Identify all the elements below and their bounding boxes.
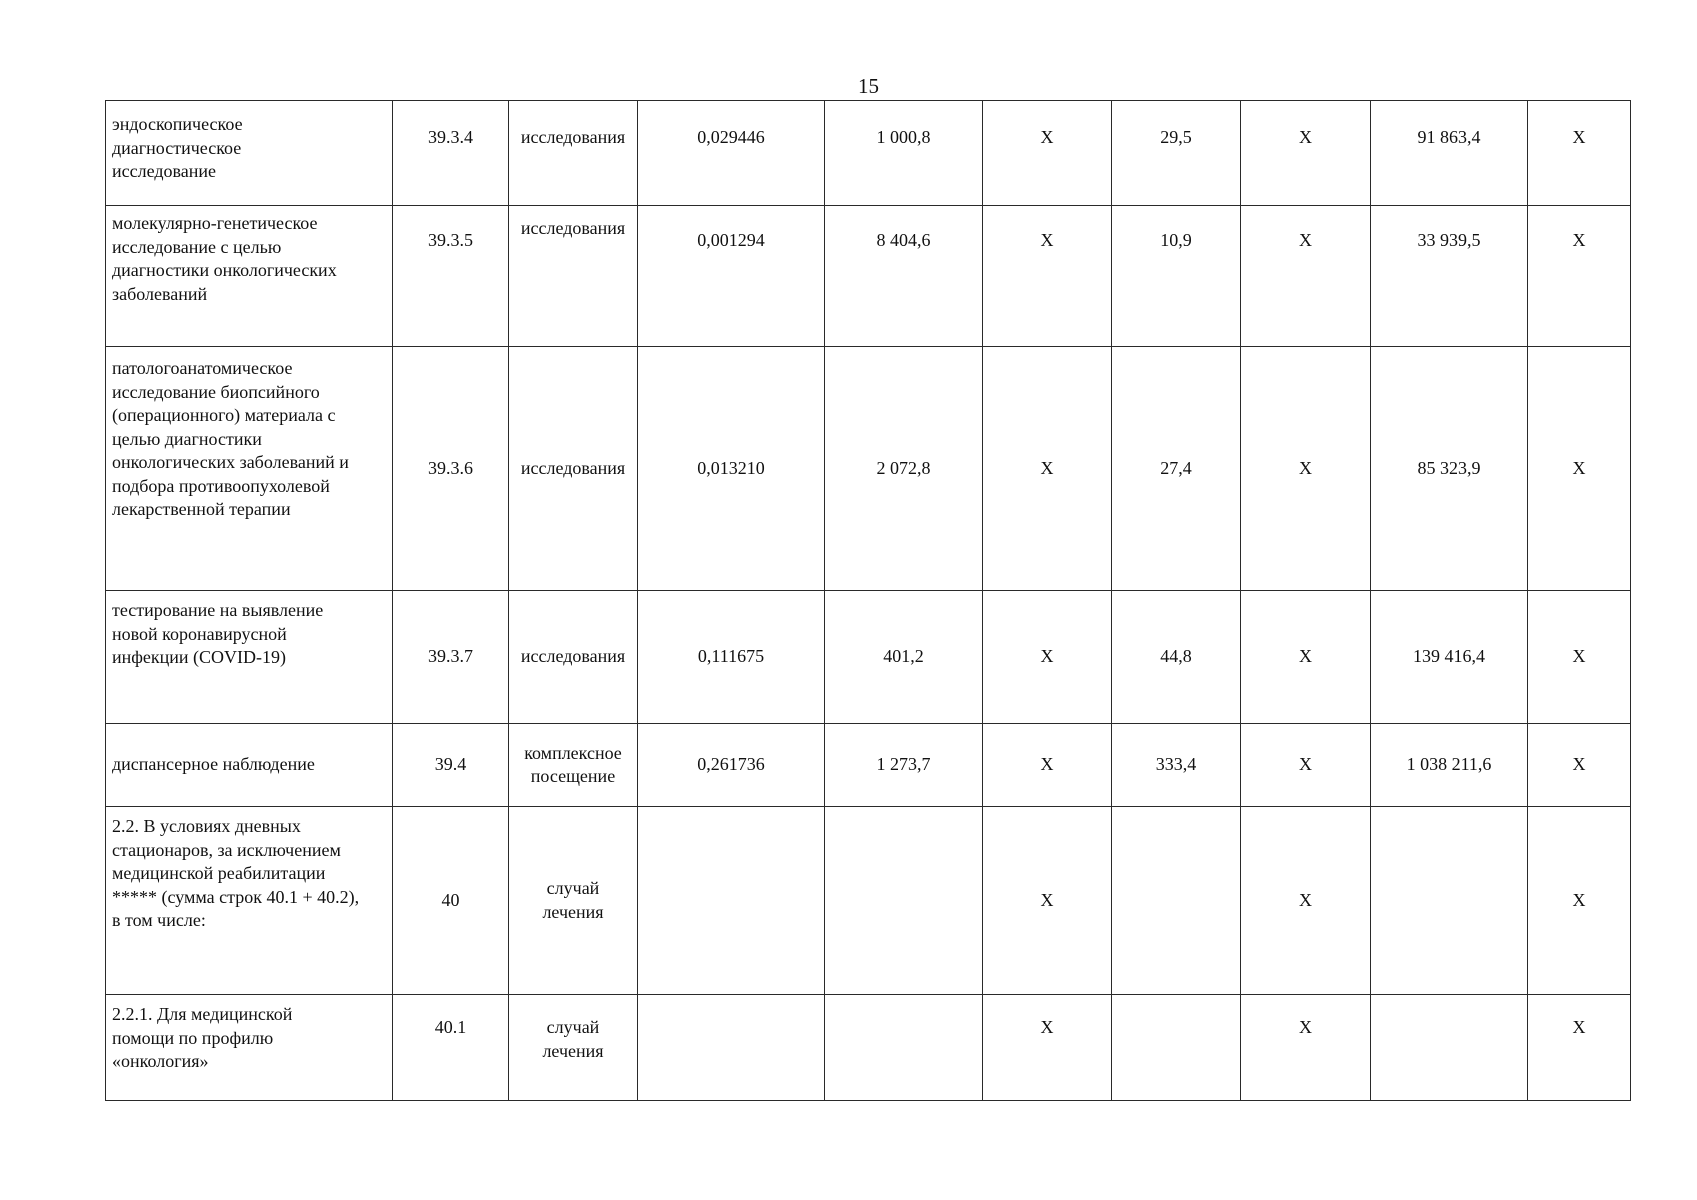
row-total xyxy=(1371,995,1528,1101)
row-unit: исследования xyxy=(509,206,638,347)
table-row xyxy=(106,724,1631,807)
row-name: тестирование на выявление новой коронавирусной инфекции (COVID-19) xyxy=(106,591,393,724)
table-row xyxy=(106,101,1631,206)
row-norm-cost: 1 273,7 xyxy=(825,724,983,807)
row-x-mark: Х xyxy=(1528,206,1631,347)
row-name: диспансерное наблюдение xyxy=(106,724,393,807)
row-unit: случай лечения xyxy=(509,807,638,995)
row-norm-cost: 8 404,6 xyxy=(825,206,983,347)
row-total xyxy=(1371,807,1528,995)
table-row xyxy=(106,347,1631,591)
row-x-mark: Х xyxy=(983,995,1112,1101)
row-unit: исследования xyxy=(509,591,638,724)
row-norm-cost: 1 000,8 xyxy=(825,101,983,206)
row-x-mark: Х xyxy=(1241,347,1371,591)
row-code: 40.1 xyxy=(393,995,509,1101)
row-x-mark: Х xyxy=(983,206,1112,347)
row-norm-cost: 2 072,8 xyxy=(825,347,983,591)
row-per-capita xyxy=(1112,995,1241,1101)
row-per-capita: 44,8 xyxy=(1112,591,1241,724)
row-x-mark: Х xyxy=(1241,206,1371,347)
row-total: 1 038 211,6 xyxy=(1371,724,1528,807)
row-x-mark: Х xyxy=(1528,724,1631,807)
row-name: 2.2. В условиях дневных стационаров, за исключением медицинской реабилитации ***** (сумма строк 40.1 + 40.2), в том числе: xyxy=(106,807,393,995)
row-per-capita xyxy=(1112,807,1241,995)
row-per-capita: 333,4 xyxy=(1112,724,1241,807)
row-x-mark: Х xyxy=(1528,101,1631,206)
table-row xyxy=(106,807,1631,995)
row-name: эндоскопическое диагностическое исследование xyxy=(106,101,393,206)
row-unit: исследования xyxy=(509,101,638,206)
table-row xyxy=(106,995,1631,1101)
row-code: 39.4 xyxy=(393,724,509,807)
row-total: 85 323,9 xyxy=(1371,347,1528,591)
row-x-mark: Х xyxy=(1528,591,1631,724)
row-x-mark: Х xyxy=(983,347,1112,591)
row-x-mark: Х xyxy=(983,101,1112,206)
row-per-capita: 10,9 xyxy=(1112,206,1241,347)
row-norm-volume: 0,029446 xyxy=(638,101,825,206)
row-name: патологоанатомическое исследование биопсийного (операционного) материала с целью диагностики онкологических заболеваний и подбора противоопухолевой лекарственной терапии xyxy=(106,347,393,591)
row-code: 40 xyxy=(393,807,509,995)
row-norm-cost xyxy=(825,995,983,1101)
row-per-capita: 29,5 xyxy=(1112,101,1241,206)
row-x-mark: Х xyxy=(983,724,1112,807)
row-norm-volume: 0,001294 xyxy=(638,206,825,347)
row-code: 39.3.5 xyxy=(393,206,509,347)
row-x-mark: Х xyxy=(1241,101,1371,206)
row-unit: комплексное посещение xyxy=(509,724,638,807)
row-x-mark: Х xyxy=(1241,724,1371,807)
data-table xyxy=(105,100,1631,1101)
row-x-mark: Х xyxy=(983,807,1112,995)
row-x-mark: Х xyxy=(1528,347,1631,591)
row-x-mark: Х xyxy=(1241,995,1371,1101)
row-total: 91 863,4 xyxy=(1371,101,1528,206)
table-row xyxy=(106,206,1631,347)
row-total: 33 939,5 xyxy=(1371,206,1528,347)
row-x-mark: Х xyxy=(1528,807,1631,995)
row-code: 39.3.7 xyxy=(393,591,509,724)
table-row xyxy=(106,591,1631,724)
row-norm-cost xyxy=(825,807,983,995)
row-norm-volume: 0,013210 xyxy=(638,347,825,591)
row-norm-volume: 0,261736 xyxy=(638,724,825,807)
row-name: молекулярно-генетическое исследование с целью диагностики онкологических заболеваний xyxy=(106,206,393,347)
row-code: 39.3.4 xyxy=(393,101,509,206)
page-number: 15 xyxy=(858,74,879,98)
row-norm-volume xyxy=(638,807,825,995)
row-x-mark: Х xyxy=(983,591,1112,724)
row-norm-volume xyxy=(638,995,825,1101)
row-x-mark: Х xyxy=(1241,591,1371,724)
row-unit: случай лечения xyxy=(509,995,638,1101)
row-name: 2.2.1. Для медицинской помощи по профилю «онкология» xyxy=(106,995,393,1101)
row-unit: исследования xyxy=(509,347,638,591)
row-per-capita: 27,4 xyxy=(1112,347,1241,591)
row-code: 39.3.6 xyxy=(393,347,509,591)
row-x-mark: Х xyxy=(1241,807,1371,995)
row-total: 139 416,4 xyxy=(1371,591,1528,724)
row-norm-volume: 0,111675 xyxy=(638,591,825,724)
row-x-mark: Х xyxy=(1528,995,1631,1101)
row-norm-cost: 401,2 xyxy=(825,591,983,724)
